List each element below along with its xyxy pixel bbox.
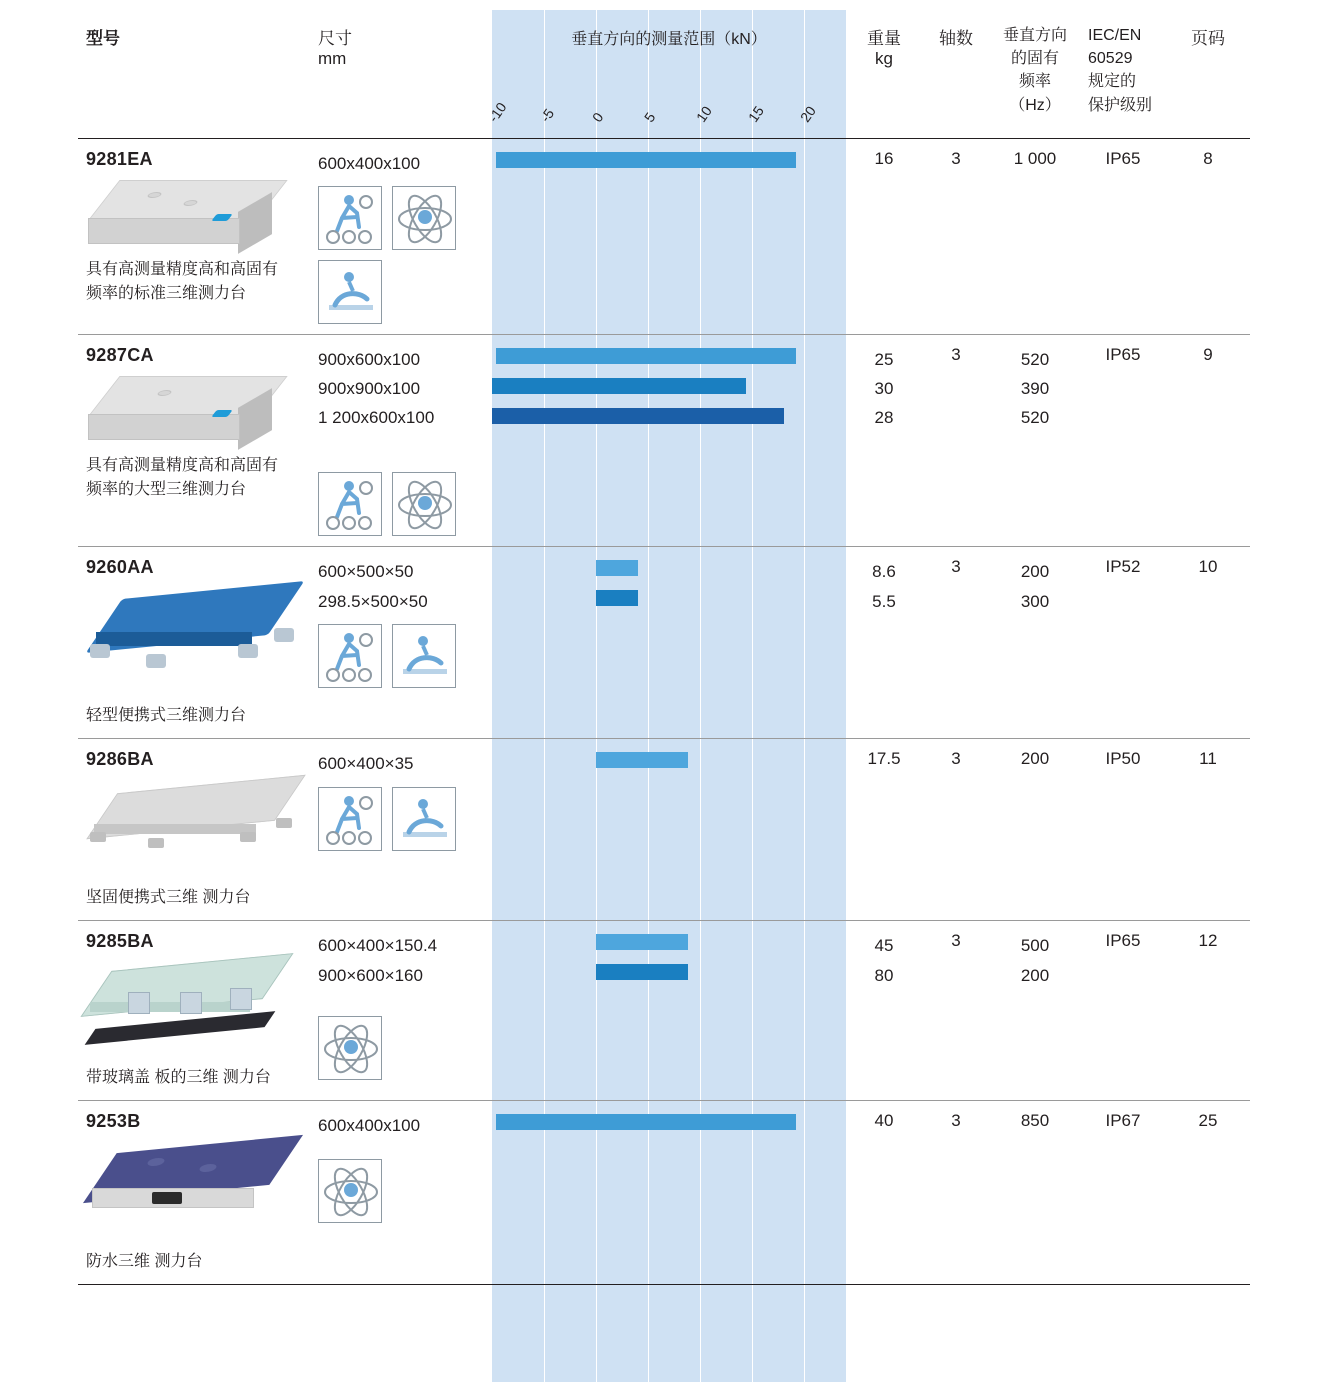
header-measuring-range xyxy=(484,10,846,138)
product-image-glass-top-plate xyxy=(88,962,298,1048)
axis-tick: 20 xyxy=(796,103,819,125)
biomechanics-icon xyxy=(392,624,456,688)
page-value: 25 xyxy=(1198,1111,1218,1131)
range-bar xyxy=(496,1114,796,1130)
axis-tick: -10 xyxy=(484,99,510,125)
range-title: 垂直方向的测量范围（kN） xyxy=(571,31,767,48)
range-bar xyxy=(496,152,796,168)
cell-measuring-range xyxy=(492,138,846,334)
dimension-value: 600x400x100 xyxy=(318,1116,421,1136)
range-bar xyxy=(596,934,688,950)
cell-frequency xyxy=(990,547,1080,739)
product-image-thin-portable-plate xyxy=(88,780,300,850)
science-icon xyxy=(392,472,456,536)
weight-value: 40 xyxy=(874,1111,894,1131)
ip-value: IP65 xyxy=(1105,148,1141,168)
cell-weight xyxy=(846,921,922,1101)
cell-dimensions xyxy=(310,334,492,547)
model-name: 9260AA xyxy=(86,557,154,578)
table-row[interactable] xyxy=(78,138,1250,334)
cell-axes xyxy=(922,334,990,547)
ip-value: IP52 xyxy=(1105,557,1141,577)
axes-value: 3 xyxy=(951,557,961,577)
pictogram-row xyxy=(318,1016,484,1080)
pictogram-row xyxy=(318,472,484,536)
axes-value: 3 xyxy=(951,931,961,951)
dimension-value: 1 200x600x100 xyxy=(318,408,435,428)
model-caption: 防水三维 测力台 xyxy=(86,1253,203,1271)
dimension-value: 298.5×500×50 xyxy=(318,591,428,611)
cell-dimensions xyxy=(310,138,492,334)
header-page: 页码 xyxy=(1166,10,1250,138)
frequency-value: 500 xyxy=(1020,936,1050,956)
spec-table-sheet xyxy=(78,10,1250,1382)
cell-page[interactable] xyxy=(1166,334,1250,547)
frequency-value: 850 xyxy=(1020,1111,1050,1131)
range-bar xyxy=(492,378,746,394)
cell-axes xyxy=(922,138,990,334)
axis-tick: 5 xyxy=(640,109,659,125)
science-icon xyxy=(318,1159,382,1223)
pictogram-row xyxy=(318,186,484,324)
sports-icon xyxy=(318,472,382,536)
sports-icon xyxy=(318,624,382,688)
model-name: 9281EA xyxy=(86,148,153,169)
table-header xyxy=(78,10,1250,138)
axes-value: 3 xyxy=(951,1111,961,1131)
cell-page[interactable] xyxy=(1166,739,1250,921)
cell-measuring-range xyxy=(492,547,846,739)
cell-axes xyxy=(922,921,990,1101)
weight-value: 17.5 xyxy=(867,749,901,769)
pictogram-row xyxy=(318,787,484,851)
model-caption: 具有高测量精度高和高固有 频率的大型三维测力台 xyxy=(86,456,279,498)
model-name: 9253B xyxy=(86,1111,141,1132)
product-image-grey-force-plate xyxy=(88,180,278,252)
cell-axes xyxy=(922,1101,990,1285)
cell-weight xyxy=(846,547,922,739)
cell-ip-rating xyxy=(1080,739,1166,921)
table-row[interactable] xyxy=(78,334,1250,547)
table-row[interactable] xyxy=(78,921,1250,1101)
dimension-value: 600×500×50 xyxy=(318,562,414,582)
table-row[interactable] xyxy=(78,1101,1250,1285)
page-value: 12 xyxy=(1198,931,1218,951)
header-ip-rating: IEC/EN 60529 规定的 保护级别 xyxy=(1080,10,1166,138)
frequency-value: 200 xyxy=(1020,562,1050,582)
model-name: 9285BA xyxy=(86,931,154,952)
table-body xyxy=(78,138,1250,1285)
weight-value: 80 xyxy=(874,965,894,985)
ip-value: IP50 xyxy=(1105,749,1141,769)
cell-measuring-range xyxy=(492,921,846,1101)
header-dimension: 尺寸 mm xyxy=(310,10,492,138)
axis-tick: 10 xyxy=(692,103,715,125)
cell-model xyxy=(78,1101,310,1285)
cell-weight xyxy=(846,334,922,547)
model-name: 9287CA xyxy=(86,344,154,365)
cell-model xyxy=(78,739,310,921)
cell-page[interactable] xyxy=(1166,1101,1250,1285)
axes-value: 3 xyxy=(951,749,961,769)
cell-dimensions xyxy=(310,547,492,739)
cell-dimensions xyxy=(310,921,492,1101)
cell-weight xyxy=(846,739,922,921)
page-value: 11 xyxy=(1199,749,1217,769)
frequency-value: 200 xyxy=(1020,749,1050,769)
cell-model xyxy=(78,921,310,1101)
cell-dimensions xyxy=(310,1101,492,1285)
header-axes: 轴数 xyxy=(922,10,990,138)
model-caption: 具有高测量精度高和高固有 频率的标准三维测力台 xyxy=(86,260,279,302)
range-bar xyxy=(596,560,638,576)
cell-page[interactable] xyxy=(1166,921,1250,1101)
header-frequency: 垂直方向 的固有 频率（Hz） xyxy=(990,10,1080,138)
cell-frequency xyxy=(990,1101,1080,1285)
pictogram-row xyxy=(318,1159,484,1223)
axis-tick: 0 xyxy=(588,109,607,125)
cell-axes xyxy=(922,739,990,921)
weight-value: 8.6 xyxy=(872,562,896,582)
cell-ip-rating xyxy=(1080,921,1166,1101)
model-caption: 坚固便携式三维 测力台 xyxy=(86,889,251,907)
ip-value: IP65 xyxy=(1105,344,1141,364)
range-bar xyxy=(596,964,688,980)
cell-ip-rating xyxy=(1080,547,1166,739)
ip-value: IP67 xyxy=(1105,1111,1141,1131)
range-axis xyxy=(484,65,846,127)
cell-model xyxy=(78,138,310,334)
dimension-value: 900x900x100 xyxy=(318,378,421,398)
dimension-value: 600×400×150.4 xyxy=(318,936,438,956)
range-bar xyxy=(596,590,638,606)
sports-icon xyxy=(318,787,382,851)
cell-frequency xyxy=(990,138,1080,334)
axes-value: 3 xyxy=(951,344,961,364)
table-row[interactable] xyxy=(78,547,1250,739)
product-image-waterproof-plate xyxy=(88,1142,300,1228)
axis-tick: -5 xyxy=(536,105,558,125)
weight-value: 28 xyxy=(874,408,894,428)
science-icon xyxy=(318,1016,382,1080)
weight-value: 5.5 xyxy=(872,591,896,611)
page-value: 9 xyxy=(1203,344,1213,364)
cell-frequency xyxy=(990,334,1080,547)
dimension-value: 900x600x100 xyxy=(318,349,421,369)
header-weight: 重量 kg xyxy=(846,10,922,138)
cell-ip-rating xyxy=(1080,334,1166,547)
product-image-blue-portable-plate xyxy=(88,588,298,670)
cell-frequency xyxy=(990,739,1080,921)
range-bar xyxy=(492,408,784,424)
force-plate-spec-table xyxy=(78,10,1250,1285)
header-model: 型号 xyxy=(78,10,310,138)
pictogram-row xyxy=(318,624,484,688)
table-row[interactable] xyxy=(78,739,1250,921)
cell-measuring-range xyxy=(492,334,846,547)
cell-frequency xyxy=(990,921,1080,1101)
cell-page[interactable] xyxy=(1166,547,1250,739)
product-image-grey-force-plate-large xyxy=(88,376,278,448)
frequency-value: 520 xyxy=(1020,349,1050,369)
frequency-value: 390 xyxy=(1020,378,1050,398)
frequency-value: 300 xyxy=(1020,591,1050,611)
weight-value: 25 xyxy=(874,349,894,369)
biomechanics-icon xyxy=(318,260,382,324)
cell-axes xyxy=(922,547,990,739)
weight-value: 30 xyxy=(874,378,894,398)
weight-value: 16 xyxy=(874,148,894,168)
ip-value: IP65 xyxy=(1105,931,1141,951)
cell-model xyxy=(78,334,310,547)
dimension-value: 900×600×160 xyxy=(318,965,423,985)
model-name: 9286BA xyxy=(86,749,154,770)
dimension-value: 600x400x100 xyxy=(318,153,421,173)
page-value: 10 xyxy=(1198,557,1218,577)
model-caption: 轻型便携式三维测力台 xyxy=(86,707,247,725)
cell-ip-rating xyxy=(1080,1101,1166,1285)
cell-ip-rating xyxy=(1080,138,1166,334)
axes-value: 3 xyxy=(951,148,961,168)
cell-measuring-range xyxy=(492,1101,846,1285)
weight-value: 45 xyxy=(874,936,894,956)
cell-weight xyxy=(846,1101,922,1285)
cell-measuring-range xyxy=(492,739,846,921)
range-bar xyxy=(596,752,688,768)
axis-tick: 15 xyxy=(744,103,767,125)
cell-weight xyxy=(846,138,922,334)
sports-icon xyxy=(318,186,382,250)
cell-dimensions xyxy=(310,739,492,921)
range-bar xyxy=(496,348,796,364)
frequency-value: 200 xyxy=(1020,965,1050,985)
frequency-value: 1 000 xyxy=(1013,148,1057,168)
dimension-value: 600×400×35 xyxy=(318,754,414,774)
cell-page[interactable] xyxy=(1166,138,1250,334)
model-caption: 带玻璃盖 板的三维 测力台 xyxy=(86,1069,271,1087)
biomechanics-icon xyxy=(392,787,456,851)
frequency-value: 520 xyxy=(1020,408,1050,428)
science-icon xyxy=(392,186,456,250)
cell-model xyxy=(78,547,310,739)
page-value: 8 xyxy=(1203,148,1213,168)
